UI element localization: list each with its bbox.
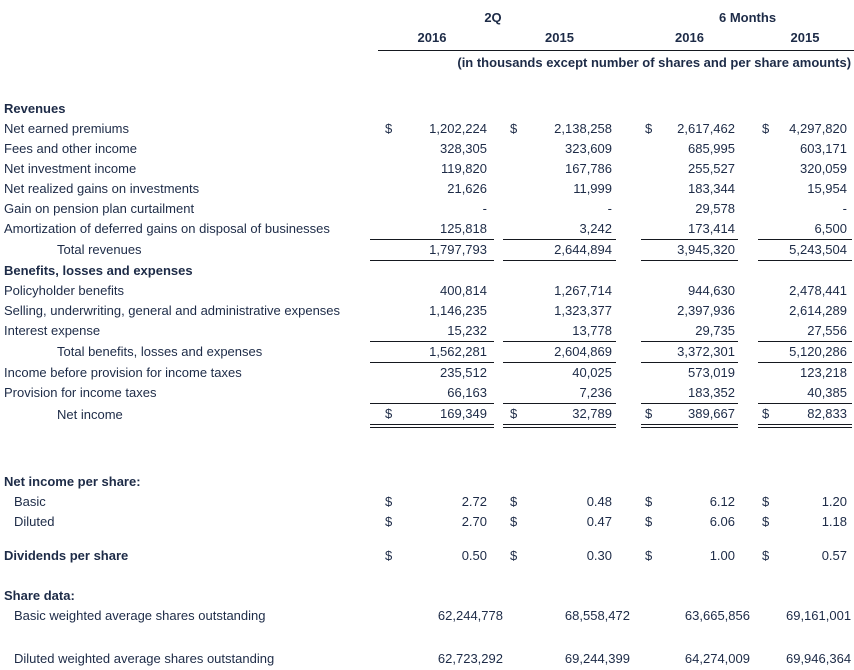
currency-cell: $: [503, 404, 527, 427]
empty-currency-cell: [503, 240, 527, 261]
table-row: [0, 301, 854, 321]
spacer-row: [0, 626, 854, 649]
empty-currency-cell: [641, 321, 665, 342]
table-row: [0, 404, 854, 427]
cell-value: 29,578: [695, 201, 735, 216]
empty-currency-cell: [641, 342, 665, 363]
empty-currency-cell: [758, 321, 782, 342]
table-row: [0, 321, 854, 342]
cell-value: -: [842, 201, 847, 216]
currency-cell: $: [762, 514, 770, 529]
cell-value: 68,558,472: [564, 608, 630, 623]
column-gap: [494, 281, 503, 301]
column-gap: [616, 219, 641, 240]
header-empty-cell: [0, 8, 370, 28]
empty-currency-cell: [503, 139, 527, 159]
row-label: Gain on pension plan curtailment: [4, 201, 195, 216]
currency-cell: $: [385, 494, 393, 509]
empty-currency-cell: [370, 321, 394, 342]
currency-cell: $: [385, 548, 393, 563]
cell-value: 3,945,320: [665, 240, 738, 261]
cell-value: 2,617,462: [677, 121, 735, 136]
column-gap: [738, 383, 758, 404]
empty-currency-cell: [370, 219, 394, 240]
empty-currency-cell: [758, 383, 782, 404]
cell-value: 40,385: [782, 383, 852, 404]
spacer-row: [0, 566, 854, 586]
currency-cell: $: [370, 404, 394, 427]
cell-value: 62,723,292: [437, 651, 503, 666]
cell-value: 7,236: [527, 383, 616, 404]
cell-value: 32,789: [527, 404, 616, 427]
cell-value: 1.00: [709, 548, 735, 563]
cell-value: 1,797,793: [394, 240, 494, 261]
cell-value: 119,820: [440, 161, 487, 176]
currency-cell: $: [645, 121, 653, 136]
row-label: Net earned premiums: [4, 121, 129, 136]
table-row: [0, 512, 854, 532]
currency-cell: $: [510, 121, 518, 136]
cell-value: 64,274,009: [684, 651, 750, 666]
cell-value: 320,059: [800, 161, 847, 176]
table-row: [0, 472, 854, 492]
table-row: [0, 179, 854, 199]
spacer-row: [0, 426, 854, 472]
row-label: Total benefits, losses and expenses: [57, 344, 263, 359]
table-row: [0, 139, 854, 159]
column-gap: [738, 404, 758, 427]
cell-value: 603,171: [800, 141, 847, 156]
cell-value: 255,527: [688, 161, 735, 176]
column-gap: [616, 139, 641, 159]
period-label-6-months: 6 Months: [719, 10, 777, 25]
column-gap: [616, 546, 641, 566]
cell-value: 3,372,301: [665, 342, 738, 363]
currency-cell: $: [762, 494, 770, 509]
empty-currency-cell: [370, 139, 394, 159]
column-gap: [616, 321, 641, 342]
cell-value: 1,323,377: [554, 303, 612, 318]
cell-value: 167,786: [565, 161, 612, 176]
cell-value: 21,626: [447, 181, 487, 196]
spacer-row: [0, 532, 854, 546]
column-gap: [616, 28, 641, 48]
cell-value: 1,267,714: [554, 283, 612, 298]
cell-value: 69,244,399: [564, 651, 630, 666]
currency-cell: $: [510, 514, 518, 529]
empty-currency-cell: [503, 199, 527, 219]
column-gap: [494, 301, 503, 321]
spacer-cell: [0, 532, 854, 546]
row-label: Diluted: [14, 514, 55, 529]
empty-currency-cell: [641, 363, 665, 384]
empty-currency-cell: [758, 240, 782, 261]
cell-value: 169,349: [394, 404, 494, 427]
column-gap: [494, 546, 503, 566]
empty-currency-cell: [503, 301, 527, 321]
column-gap: [616, 492, 641, 512]
cell-value: 323,609: [565, 141, 612, 156]
cell-value: 6.06: [709, 514, 735, 529]
table-row: [0, 586, 854, 606]
table-row: [0, 281, 854, 301]
cell-value: -: [482, 201, 487, 216]
row-label: Share data:: [4, 588, 75, 603]
table-row: [0, 492, 854, 512]
empty-currency-cell: [641, 240, 665, 261]
table-row: [0, 363, 854, 384]
cell-value: 944,630: [688, 283, 735, 298]
cell-value: 183,344: [688, 181, 735, 196]
column-gap: [738, 240, 758, 261]
header-empty-cell: [0, 28, 370, 48]
cell-value: 2,644,894: [527, 240, 616, 261]
row-label: Basic: [14, 494, 46, 509]
cell-value: 5,120,286: [782, 342, 852, 363]
cell-value: 400,814: [440, 283, 487, 298]
empty-currency-cell: [503, 321, 527, 342]
row-label: Net income: [57, 406, 123, 422]
cell-value: 389,667: [665, 404, 738, 427]
empty-currency-cell: [758, 179, 782, 199]
column-gap: [616, 342, 641, 363]
column-gap: [494, 179, 503, 199]
column-gap: [494, 240, 503, 261]
column-gap: [494, 139, 503, 159]
cell-value: 573,019: [688, 365, 735, 380]
empty-currency-cell: [641, 281, 665, 301]
spacer-cell: [0, 73, 854, 99]
cell-value: 82,833: [782, 404, 852, 427]
row-label: Benefits, losses and expenses: [4, 263, 193, 278]
table-row: [0, 159, 854, 179]
table-row: [0, 261, 854, 282]
currency-cell: $: [758, 404, 782, 427]
empty-currency-cell: [370, 301, 394, 321]
table-row: [0, 240, 854, 261]
column-gap: [738, 321, 758, 342]
column-gap: [616, 363, 641, 384]
empty-currency-cell: [758, 139, 782, 159]
column-gap: [738, 342, 758, 363]
empty-currency-cell: [641, 159, 665, 179]
cell-value: 0.47: [586, 514, 612, 529]
currency-cell: $: [645, 514, 653, 529]
units-note-row: [0, 53, 854, 73]
table-row: [0, 649, 854, 669]
table-row: [0, 99, 854, 119]
empty-currency-cell: [641, 219, 665, 240]
cell-value: 173,414: [665, 219, 738, 240]
cell-value: 0.57: [821, 548, 847, 563]
table-row: [0, 219, 854, 240]
column-gap: [494, 383, 503, 404]
row-label: Interest expense: [4, 323, 101, 339]
row-label: Revenues: [4, 101, 66, 116]
empty-currency-cell: [503, 159, 527, 179]
empty-currency-cell: [758, 219, 782, 240]
column-gap: [738, 119, 758, 139]
row-label: Dividends per share: [4, 548, 129, 563]
empty-currency-cell: [641, 383, 665, 404]
table-row: [0, 383, 854, 404]
document-page: [0, 8, 854, 669]
units-note: (in thousands except number of shares and per share amounts): [457, 55, 852, 70]
currency-cell: $: [762, 121, 770, 136]
column-gap: [616, 512, 641, 532]
currency-cell: $: [641, 404, 665, 427]
cell-value: 235,512: [440, 365, 487, 380]
column-gap: [738, 281, 758, 301]
column-gap: [738, 512, 758, 532]
column-gap: [616, 281, 641, 301]
column-gap: [616, 8, 641, 28]
row-label: Fees and other income: [4, 141, 137, 156]
cell-value: 123,218: [800, 365, 847, 380]
empty-currency-cell: [370, 342, 394, 363]
column-gap: [738, 139, 758, 159]
empty-currency-cell: [758, 342, 782, 363]
column-gap: [616, 404, 641, 427]
cell-value: 6.12: [709, 494, 735, 509]
cell-value: 0.30: [586, 548, 612, 563]
year-label: 2016: [675, 30, 704, 45]
row-label: Net investment income: [4, 161, 137, 176]
column-gap: [738, 199, 758, 219]
row-label: Net income per share:: [4, 474, 141, 489]
column-gap: [738, 301, 758, 321]
year-header-row: [0, 28, 854, 48]
column-gap: [616, 199, 641, 219]
column-gap: [738, 363, 758, 384]
row-label: Basic weighted average shares outstanding: [14, 608, 266, 623]
column-gap: [494, 119, 503, 139]
currency-cell: $: [510, 494, 518, 509]
cell-value: 2,478,441: [789, 283, 847, 298]
row-label: Income before provision for income taxes: [4, 364, 242, 380]
cell-value: 2.70: [461, 514, 487, 529]
cell-value: 63,665,856: [684, 608, 750, 623]
currency-cell: $: [385, 514, 393, 529]
column-gap: [616, 301, 641, 321]
column-gap: [616, 119, 641, 139]
empty-currency-cell: [758, 199, 782, 219]
cell-value: 2,614,289: [789, 303, 847, 318]
table-row: [0, 199, 854, 219]
spacer-row: [0, 73, 854, 99]
cell-value: -: [607, 201, 612, 216]
column-gap: [494, 159, 503, 179]
column-gap: [494, 492, 503, 512]
row-label: Selling, underwriting, general and administrative expenses: [4, 303, 341, 318]
cell-value: 2,397,936: [677, 303, 735, 318]
cell-value: 3,242: [527, 219, 616, 240]
cell-value: 0.48: [586, 494, 612, 509]
cell-value: 1,202,224: [429, 121, 487, 136]
year-label: 2015: [790, 30, 820, 45]
empty-currency-cell: [503, 342, 527, 363]
spacer-cell: [0, 566, 854, 586]
cell-value: 328,305: [440, 141, 487, 156]
column-gap: [494, 512, 503, 532]
column-gap: [738, 179, 758, 199]
currency-cell: $: [762, 548, 770, 563]
column-gap: [738, 492, 758, 512]
row-label: Net realized gains on investments: [4, 181, 200, 196]
column-gap: [738, 159, 758, 179]
table-row: [0, 342, 854, 363]
cell-value: 1.20: [821, 494, 847, 509]
row-label: Total revenues: [57, 242, 142, 257]
cell-value: 0.50: [461, 548, 487, 563]
column-gap: [738, 219, 758, 240]
cell-value: 685,995: [688, 141, 735, 156]
cell-value: 69,161,001: [785, 608, 852, 623]
cell-value: 2,604,869: [527, 342, 616, 363]
row-label: Provision for income taxes: [4, 385, 157, 401]
column-gap: [494, 219, 503, 240]
empty-currency-cell: [370, 179, 394, 199]
cell-value: 15,232: [394, 321, 494, 342]
period-header-row: [0, 8, 854, 28]
cell-value: 66,163: [394, 383, 494, 404]
cell-value: 1,146,235: [429, 303, 487, 318]
cell-value: 183,352: [665, 383, 738, 404]
empty-currency-cell: [370, 240, 394, 261]
cell-value: 62,244,778: [437, 608, 503, 623]
currency-cell: $: [385, 121, 393, 136]
column-gap: [494, 321, 503, 342]
empty-currency-cell: [370, 363, 394, 384]
cell-value: 6,500: [782, 219, 852, 240]
empty-currency-cell: [370, 199, 394, 219]
empty-currency-cell: [641, 179, 665, 199]
cell-value: 5,243,504: [782, 240, 852, 261]
column-gap: [738, 28, 758, 48]
empty-currency-cell: [370, 159, 394, 179]
empty-currency-cell: [503, 383, 527, 404]
spacer-cell: [0, 426, 854, 472]
empty-currency-cell: [641, 199, 665, 219]
row-label: Policyholder benefits: [4, 283, 124, 298]
empty-currency-cell: [503, 363, 527, 384]
column-gap: [494, 404, 503, 427]
empty-currency-cell: [503, 219, 527, 240]
spacer-cell: [0, 626, 854, 649]
empty-currency-cell: [758, 363, 782, 384]
cell-value: 2.72: [461, 494, 487, 509]
cell-value: 15,954: [807, 181, 847, 196]
column-gap: [616, 383, 641, 404]
empty-currency-cell: [503, 281, 527, 301]
column-gap: [494, 199, 503, 219]
cell-value: 29,735: [665, 321, 738, 342]
financial-statement-table: [0, 8, 854, 669]
table-row: [0, 606, 854, 626]
empty-currency-cell: [758, 301, 782, 321]
cell-value: 2,138,258: [554, 121, 612, 136]
column-gap: [616, 179, 641, 199]
empty-currency-cell: [758, 281, 782, 301]
empty-currency-cell: [370, 383, 394, 404]
empty-currency-cell: [641, 139, 665, 159]
cell-value: 27,556: [782, 321, 852, 342]
row-label: Diluted weighted average shares outstanding: [14, 651, 275, 666]
column-gap: [616, 240, 641, 261]
column-gap: [494, 363, 503, 384]
cell-value: 1,562,281: [394, 342, 494, 363]
table-row: [0, 119, 854, 139]
empty-currency-cell: [758, 159, 782, 179]
empty-currency-cell: [641, 301, 665, 321]
table-row: [0, 546, 854, 566]
year-label: 2016: [417, 30, 447, 45]
year-label: 2015: [545, 30, 574, 45]
currency-cell: $: [510, 548, 518, 563]
column-gap: [616, 159, 641, 179]
column-gap: [738, 546, 758, 566]
empty-currency-cell: [370, 281, 394, 301]
column-gap: [494, 342, 503, 363]
cell-value: 69,946,364: [785, 651, 852, 666]
empty-currency-cell: [503, 179, 527, 199]
cell-value: 11,999: [573, 181, 612, 196]
currency-cell: $: [645, 494, 653, 509]
cell-value: 1.18: [821, 514, 847, 529]
cell-value: 4,297,820: [789, 121, 847, 136]
period-label-2q: 2Q: [484, 10, 502, 25]
row-label: Amortization of deferred gains on disposal of businesses: [4, 221, 330, 237]
currency-cell: $: [645, 548, 653, 563]
cell-value: 125,818: [394, 219, 494, 240]
column-gap: [494, 28, 503, 48]
cell-value: 40,025: [572, 365, 612, 380]
cell-value: 13,778: [527, 321, 616, 342]
